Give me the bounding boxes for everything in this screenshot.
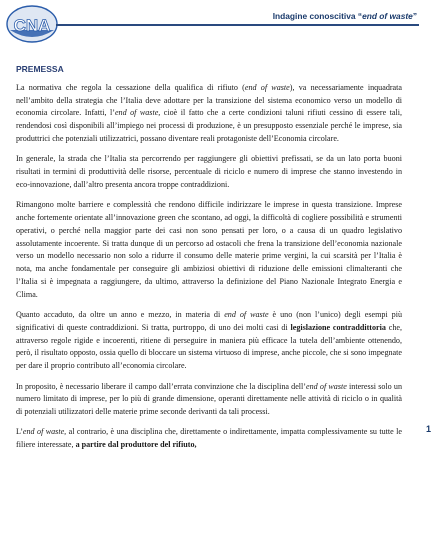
paragraph-1: La normativa che regola la cessazione della qualifica di rifiuto (end of waste), va necessariamente inquadrata nell’ambito della strategia che l’Italia deve adottare per la transizione del sistema economico verso un modello di economia circolare. Infatti, l’end of waste, cioè il fatto che a certe condizioni taluni rifiuti cessino di essere tali, rendendosi così disponibili all’impiego nei processi di produzione, è un presupposto essenziale perché le imprese, sia produttrici che potenziali utilizzatrici, possano diventare reali protagoniste dell’Economia circolare. [16,82,402,143]
document-body [16,63,402,460]
cna-logo [6,4,58,44]
paragraph-3: Rimangono molte barriere e complessità che rendono difficile indirizzare le imprese in questa transizione. Imprese anche fortemente orientate all’innovazione green che scontano, ad oggi, la difficoltà di cogliere possibilità e strumenti operativi, o perché nella maggior parte dei casi non sono pensati per loro, o a causa di un quadro legislativo assolutamente incoerente. Si tratta dunque di un percorso ad ostacoli che frena la transizione dell’economia nazionale verso un modello necessario non solo a ridurre il consumo delle materie prime vergini, la cui scarsità per l’Italia è nota, ma anche fondamentale per conseguire gli ambiziosi obiettivi di riduzione delle emissioni climalteranti che l’Italia si è impegnata a raggiungere, da ultimo, attraverso la definizione del Piano Nazionale Integrato Energia e Clima. [16,200,402,299]
document-header-title: Indagine conoscitiva “end of waste” [272,11,417,21]
paragraph-6: L’end of waste, al contrario, è una disciplina che, direttamente o indirettamente, impatta complessivamente su tutte le filiere interessate, a partire dal produttore del rifiuto, [16,427,402,450]
header-divider [56,24,419,26]
paragraph-2: In generale, la strada che l’Italia sta percorrendo per raggiungere gli obiettivi prefissati, se da un lato porta buoni risultati in termini di produttività delle risorse, percentuale di riciclo e numero di imprese che stanno investendo in eco-innovazione, dall’altro presenta ancora troppe contraddizioni. [16,154,402,189]
svg-text:CNA: CNA [13,16,51,35]
page-number: 1 [425,424,431,434]
section-title: PREMESSA [16,64,64,74]
paragraph-4: Quanto accaduto, da oltre un anno e mezzo, in materia di end of waste è uno (non l’unico) degli esempi più significativi di queste contraddizioni. Si tratta, purtroppo, di uno dei molti casi di legislazione contraddittoria che, attraverso regole rigide e incoerenti, ritiene di perseguire in maniera più efficace la tutela dell’ambiente ottenendo, però, il risultato opposto, ossia quello di bloccare un sistema virtuoso di imprese, anche piccole, che si sono impegnate per dare il proprio contributo all’economia circolare. [16,310,403,371]
paragraph-5: In proposito, è necessario liberare il campo dall’errata convinzione che la disciplina dell’end of waste interessi solo un numero limitato di imprese, per lo più di grande dimensione, operanti direttamente nelle attività di riciclo o in qualità di potenziali utilizzatori delle materie prime seconde derivanti da tali processi. [16,381,403,417]
